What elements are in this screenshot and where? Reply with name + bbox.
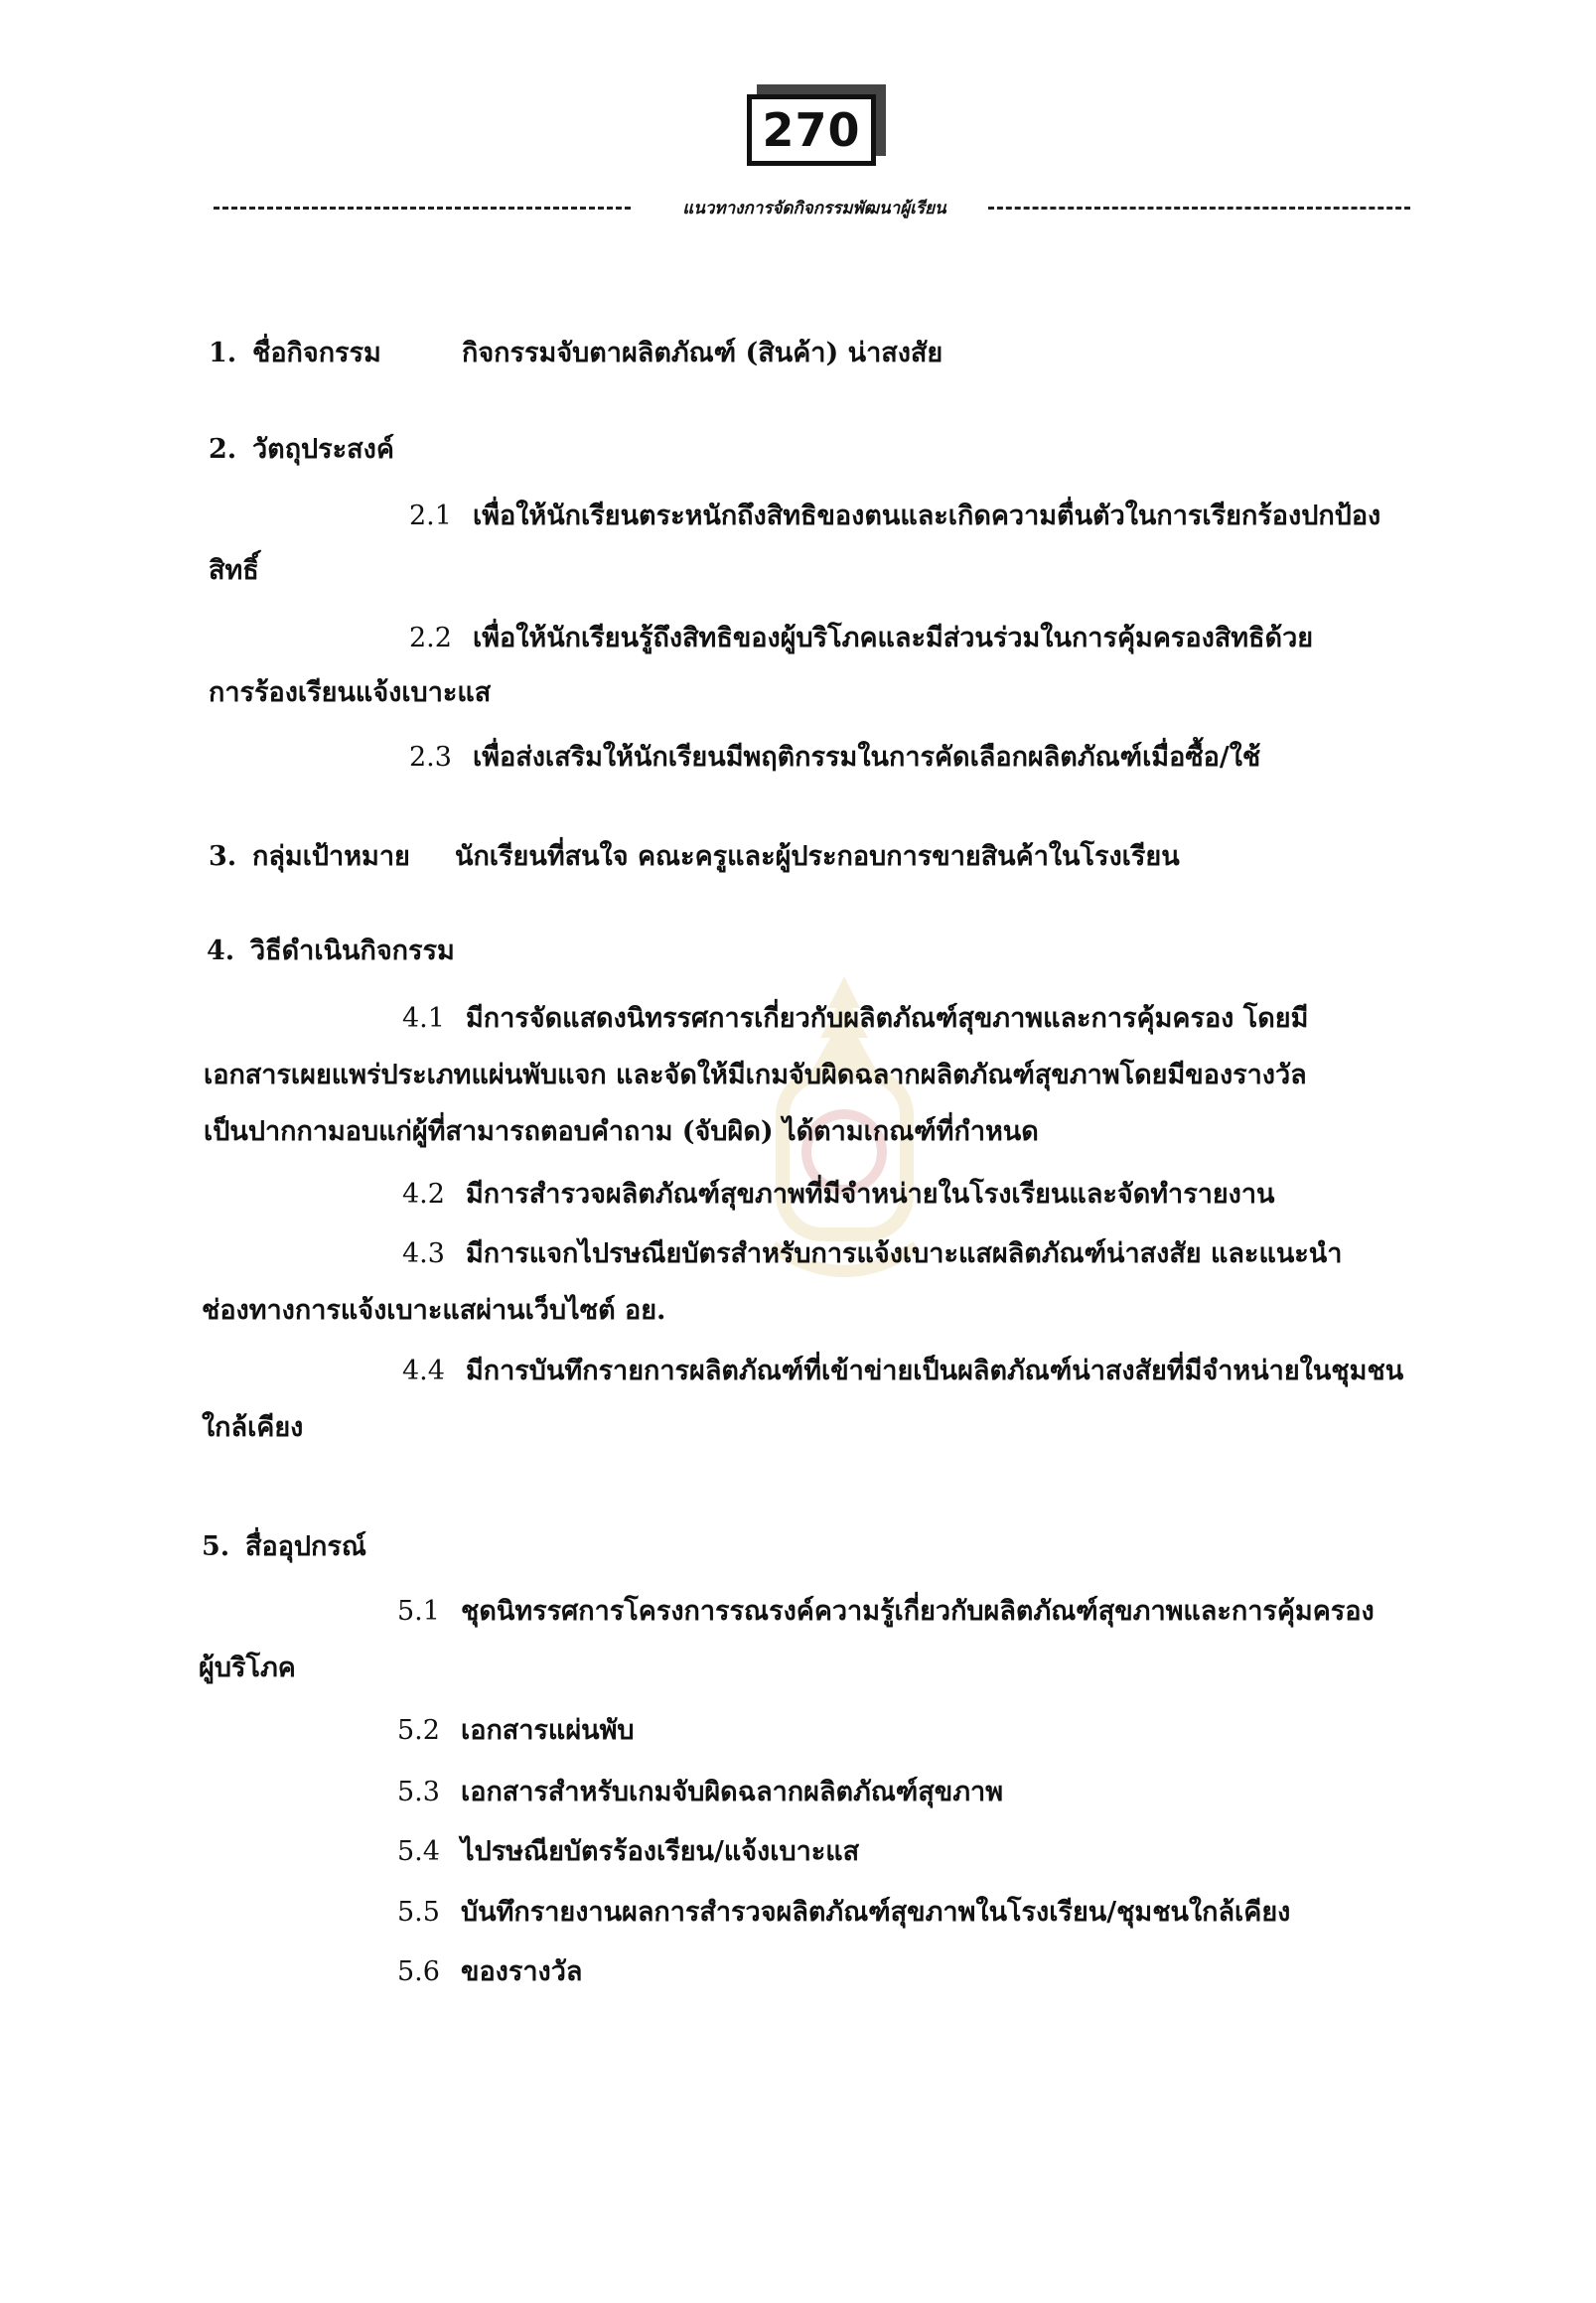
header-title: แนวทางการจัดกิจกรรมพัฒนาผู้เรียน <box>682 199 946 218</box>
procedure-4-4-text: มีการบันทึกรายการผลิตภัณฑ์ที่เข้าข่ายเป็นผลิตภัณฑ์น่าสงสัยที่มีจำหน่ายในชุมชน <box>466 1356 1404 1386</box>
material-5-2 <box>397 1708 635 1751</box>
material-5-4-text: ไปรษณียบัตรร้องเรียน/แจ้งเบาะแส <box>461 1836 860 1867</box>
header-rule-right <box>988 207 1410 210</box>
material-5-1-number: 5.1 <box>397 1596 440 1627</box>
material-5-6 <box>397 1949 582 1992</box>
objective-2-3-text: เพื่อส่งเสริมให้นักเรียนมีพฤติกรรมในการคัดเลือกผลิตภัณฑ์เมื่อซื้อ/ใช้ <box>473 742 1261 773</box>
objective-2-1-text: เพื่อให้นักเรียนตระหนักถึงสิทธิของตนและเกิดความตื่นตัวในการเรียกร้องปกป้อง <box>473 501 1381 531</box>
objective-2-2-continued: การร้องเรียนแจ้งเบาะแส <box>209 677 492 708</box>
material-5-5-number: 5.5 <box>397 1897 440 1928</box>
procedure-4-3 <box>402 1231 1342 1274</box>
section-4-number: 4. <box>207 936 235 966</box>
procedure-4-2 <box>402 1172 1274 1215</box>
header-rule-left <box>214 207 631 210</box>
material-5-4-number: 5.4 <box>397 1836 440 1867</box>
section-1-heading <box>209 331 381 373</box>
objective-2-2-number: 2.2 <box>409 623 452 653</box>
material-5-1-text: ชุดนิทรรศการโครงการรณรงค์ความรู้เกี่ยวกับผลิตภัณฑ์สุขภาพและการคุ้มครอง <box>461 1596 1375 1627</box>
section-4-title: วิธีดำเนินกิจกรรม <box>250 936 455 966</box>
procedure-4-1-text: มีการจัดแสดงนิทรรศการเกี่ยวกับผลิตภัณฑ์สุขภาพและการคุ้มครอง โดยมี <box>466 1003 1309 1034</box>
material-5-2-text: เอกสารแผ่นพับ <box>461 1715 635 1746</box>
procedure-4-1-line-3: เป็นปากกามอบแก่ผู้ที่สามารถตอบคำถาม (จับผิด) ได้ตามเกณฑ์ที่กำหนด <box>204 1116 1039 1147</box>
section-1-number: 1. <box>209 338 237 368</box>
procedure-4-2-text: มีการสำรวจผลิตภัณฑ์สุขภาพที่มีจำหน่ายในโรงเรียนและจัดทำรายงาน <box>466 1179 1275 1210</box>
procedure-4-4-line-2: ใกล้เคียง <box>202 1412 304 1443</box>
procedure-4-1 <box>402 996 1308 1039</box>
section-3-value: นักเรียนที่สนใจ คณะครูและผู้ประกอบการขายสินค้าในโรงเรียน <box>455 841 1180 872</box>
material-5-3-number: 5.3 <box>397 1777 440 1807</box>
material-5-5 <box>397 1890 1290 1933</box>
procedure-4-1-line-2: เอกสารเผยแพร่ประเภทแผ่นพับแจก และจัดให้มีเกมจับผิดฉลากผลิตภัณฑ์สุขภาพโดยมีของรางวัล <box>204 1060 1307 1090</box>
objective-2-1-number: 2.1 <box>409 501 452 531</box>
procedure-4-3-text: มีการแจกไปรษณียบัตรสำหรับการแจ้งเบาะแสผลิตภัณฑ์น่าสงสัย และแนะนำ <box>466 1238 1343 1269</box>
material-5-4 <box>397 1829 859 1872</box>
material-5-3 <box>397 1770 1003 1812</box>
material-5-5-text: บันทึกรายงานผลการสำรวจผลิตภัณฑ์สุขภาพในโรงเรียน/ชุมชนใกล้เคียง <box>461 1897 1291 1928</box>
objective-2-2 <box>409 616 1313 658</box>
material-5-1-line-2: ผู้บริโภค <box>199 1653 296 1683</box>
objective-2-3 <box>409 735 1260 778</box>
section-5-title: สื่ออุปกรณ์ <box>245 1531 366 1562</box>
section-2-number: 2. <box>209 434 237 465</box>
section-3-number: 3. <box>209 841 237 872</box>
section-2-title: วัตถุประสงค์ <box>252 434 394 465</box>
section-1-title: ชื่อกิจกรรม <box>252 338 381 368</box>
procedure-4-1-number: 4.1 <box>402 1003 445 1034</box>
procedure-4-3-line-2: ช่องทางการแจ้งเบาะแสผ่านเว็บไซต์ อย. <box>202 1295 666 1326</box>
section-5-heading <box>202 1524 366 1567</box>
procedure-4-4 <box>402 1349 1403 1391</box>
section-1-value: กิจกรรมจับตาผลิตภัณฑ์ (สินค้า) น่าสงสัย <box>462 338 943 368</box>
section-4-heading <box>207 929 455 971</box>
section-2-heading <box>209 427 394 470</box>
material-5-6-text: ของรางวัล <box>461 1956 583 1987</box>
section-5-number: 5. <box>202 1531 230 1562</box>
procedure-4-2-number: 4.2 <box>402 1179 445 1210</box>
section-3-heading <box>209 834 410 877</box>
objective-2-2-text: เพื่อให้นักเรียนรู้ถึงสิทธิของผู้บริโภคและมีส่วนร่วมในการคุ้มครองสิทธิด้วย <box>473 623 1314 653</box>
procedure-4-4-number: 4.4 <box>402 1356 445 1386</box>
procedure-4-3-number: 4.3 <box>402 1238 445 1269</box>
page-number: 270 <box>747 94 876 166</box>
objective-2-1-continued: สิทธิ์ <box>209 555 259 586</box>
objective-2-3-number: 2.3 <box>409 742 452 773</box>
objective-2-1 <box>409 494 1380 536</box>
material-5-1 <box>397 1589 1375 1632</box>
material-5-6-number: 5.6 <box>397 1956 440 1987</box>
material-5-2-number: 5.2 <box>397 1715 440 1746</box>
section-3-title: กลุ่มเป้าหมาย <box>252 841 410 872</box>
material-5-3-text: เอกสารสำหรับเกมจับผิดฉลากผลิตภัณฑ์สุขภาพ <box>461 1777 1003 1807</box>
